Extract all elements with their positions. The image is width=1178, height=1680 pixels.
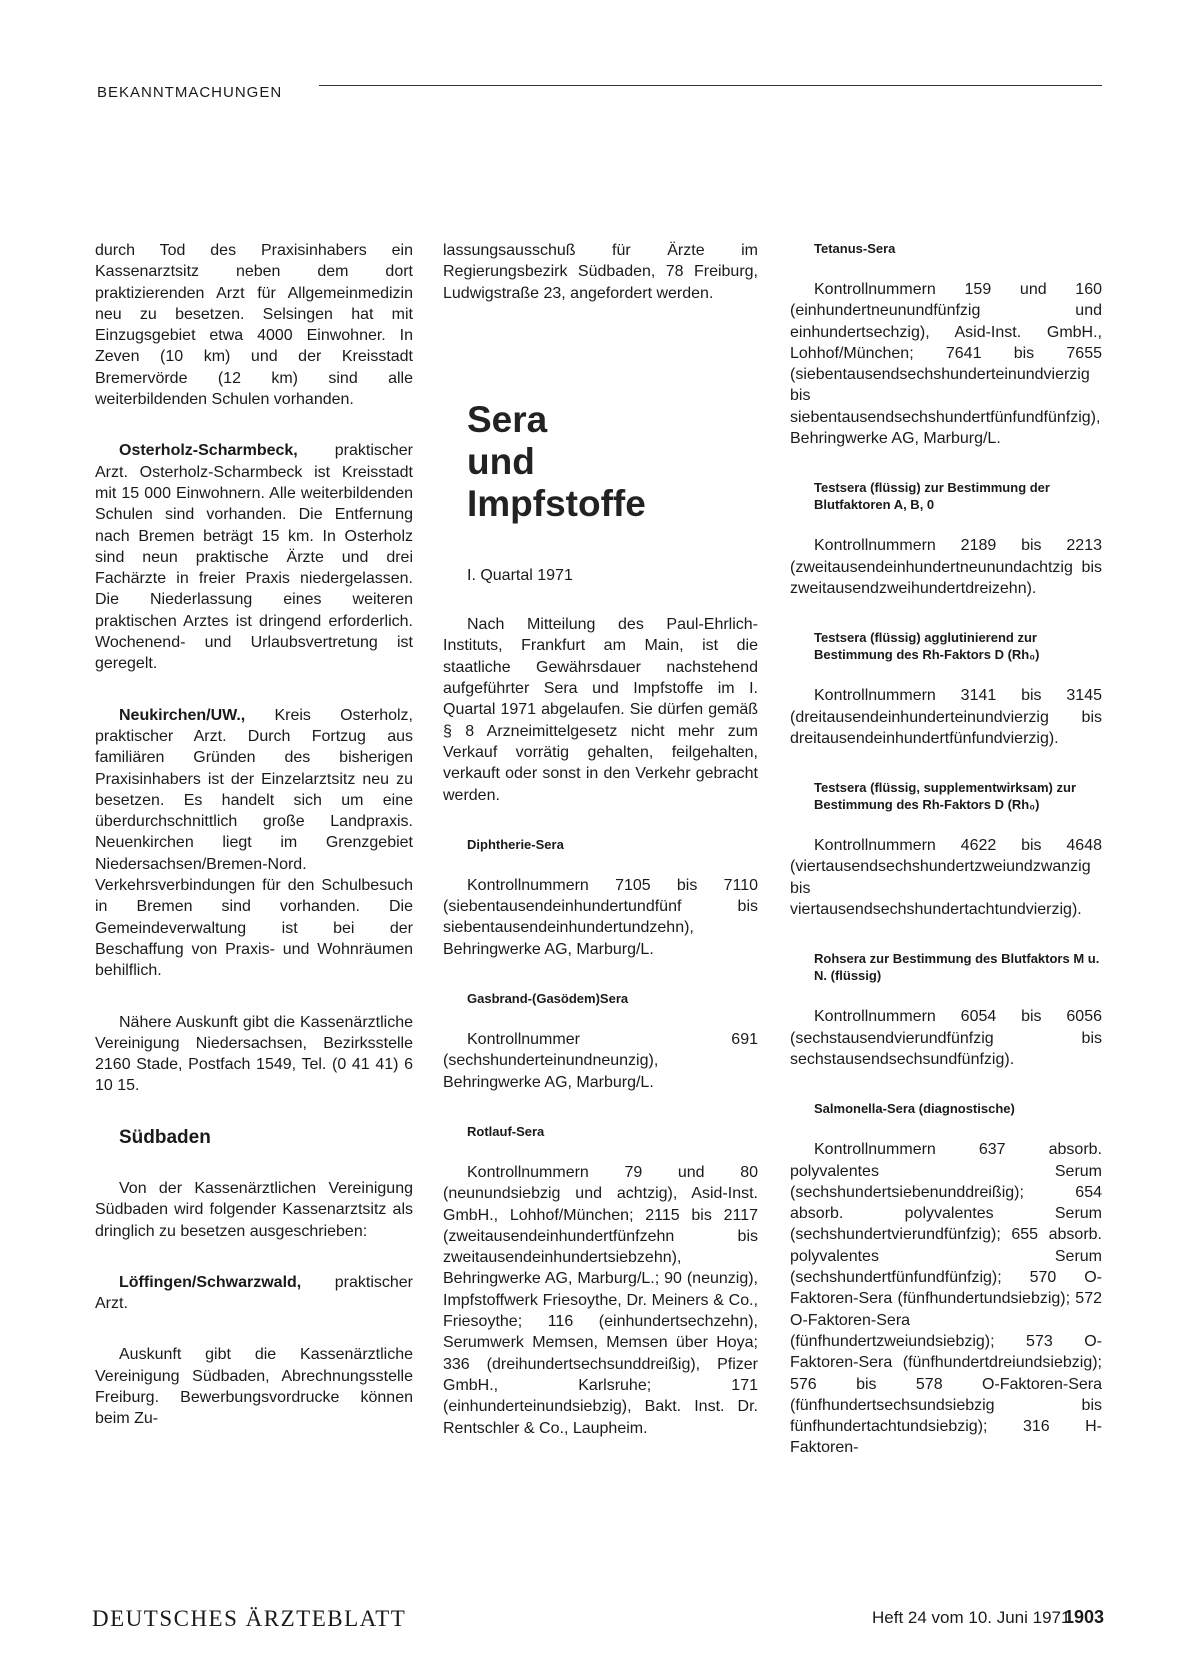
paragraph: Kontrollnummern 4622 bis 4648 (viertausendsechshundertzweiundzwanzig bis viertausendsechshundertachtundvierzig). — [790, 837, 1102, 919]
paragraph: Kontrollnummern 6054 bis 6056 (sechstausendvierundfünfzig bis sechstausendsechsundfünfzig). — [790, 1008, 1102, 1068]
title-line: Impfstoffe — [467, 482, 646, 524]
paragraph: Auskunft gibt die Kassenärztliche Vereinigung Südbaden, Abrechnungsstelle Freiburg. Bewerbungsvordrucke können beim Zu- — [95, 1346, 413, 1428]
paragraph: durch Tod des Praxisinhabers ein Kassenarztsitz neben dem dort praktizierenden Arzt für Allgemeinmedizin neu zu besetzen. Selsingen hat mit Einzugsgebiet etwa 4000 Einwohner. In Zeven (10 km) und der Kreisstadt Bremervörde (12 km) sind alle weiterbildenden Schulen vorhanden. — [95, 242, 413, 409]
paragraph: Kontrollnummern 2189 bis 2213 (zweitausendeinhundertneunundachtzig bis zweitausendzweihundertdreizehn). — [790, 537, 1102, 597]
listing-text: praktischer Arzt. — [95, 1273, 413, 1313]
listing-osterholz — [95, 440, 413, 674]
listing-text: Kreis Osterholz, praktischer Arzt. Durch Fortzug aus familiären Gründen des bisherigen Praxisinhabers ist der Einzelarztsitz neu zu besetzen. Es handelt sich um eine überdurchschnittlich große Landpraxis. Neuenkirchen liegt im Grenzgebiet Niedersachsen/Bremen-Nord. Verkehrsverbindungen für den Schulbesuch in Bremen sind vorhanden. Die Gemeindeverwaltung ist bei der Beschaffung von Praxis- und Wohnräumen behilflich. — [95, 706, 413, 980]
paragraph: Von der Kassenärztlichen Vereinigung Südbaden wird folgender Kassenarztsitz als dringlich zu besetzen ausgeschrieben: — [95, 1179, 413, 1240]
column-2 — [443, 240, 758, 1469]
issue-info: Heft 24 vom 10. Juni 1971 — [872, 1608, 1071, 1627]
listing-neukirchen — [95, 705, 413, 982]
listing-place: Löffingen/Schwarzwald, — [119, 1273, 302, 1291]
paragraph: Kontrollnummer 691 (sechshunderteinundneunzig), Behringwerke AG, Marburg/L. — [443, 1031, 758, 1091]
paragraph: lassungsausschuß für Ärzte im Regierungsbezirk Südbaden, 78 Freiburg, Ludwigstraße 23, angefordert werden. — [443, 242, 758, 302]
paragraph: Kontrollnummern 159 und 160 (einhundertneunundfünfzig und einhundertsechzig), Asid-Inst. GmbH., Lohhof/München; 7641 bis 7655 (siebentausendsechshunderteinundvierzig bis siebentausendsechshundertfünfundfünfzig), Behringwerke AG, Marburg/L. — [790, 281, 1102, 448]
title-line: und — [467, 440, 535, 482]
listing-place: Neukirchen/UW., — [119, 706, 246, 724]
subheading: Testsera (flüssig, supplementwirksam) zur Bestimmung des Rh-Faktors D (Rh₀) — [814, 780, 1076, 813]
paragraph: Kontrollnummern 7105 bis 7110 (siebentausendeinhundertundfünf bis siebentausendeinhundertundzehn), Behringwerke AG, Marburg/L. — [443, 876, 758, 958]
subheading: Diphtherie-Sera — [467, 836, 564, 852]
paragraph: Kontrollnummern 637 absorb. polyvalentes Serum (sechshundertsiebenunddreißig); 654 absorb. polyvalentes Serum (sechshundertvierundfünfzig); 655 absorb. polyvalentes Serum (sechshundertfünfundfünfzig); 570 O-Faktoren-Sera (fünfhundertundsiebzig); 572 O-Faktoren-Sera (fünfhundertzweiundsiebzig); 573 O-Faktoren-Sera (fünfhundertdreiundsiebzig); 576 bis 578 O-Faktoren-Sera (fünfhundertsechsundsiebzig bis fünfhundertachtundsiebzig); 316 H-Faktoren- — [790, 1141, 1102, 1457]
column-3 — [790, 240, 1102, 1489]
section-label: BEKANNTMACHUNGEN — [97, 84, 288, 101]
article-title — [467, 399, 758, 525]
intro-paragraph: Nach Mitteilung des Paul-Ehrlich-Instituts, Frankfurt am Main, ist die staatliche Gewährsdauer nachstehend aufgeführter Sera und Impfstoffe im I. Quartal 1971 abgelaufen. Sie dürfen gemäß § 8 Arzneimittelgesetz nicht mehr zum Verkauf vorrätig gehalten, feilgehalten, verkauft oder sonst in den Verkehr gebracht werden. — [443, 616, 758, 804]
subheading: Rotlauf-Sera — [467, 1123, 545, 1139]
listing-place: Osterholz-Scharmbeck, — [119, 442, 298, 460]
subheading: Gasbrand-(Gasödem)Sera — [467, 991, 629, 1007]
subheading: Rohsera zur Bestimmung des Blutfaktors M u. N. (flüssig) — [814, 951, 1100, 984]
section-heading: Südbaden — [119, 1126, 211, 1148]
subheading: Testsera (flüssig) zur Bestimmung der Blutfaktoren A, B, 0 — [814, 480, 1050, 513]
column-1 — [95, 240, 413, 1460]
paragraph: Kontrollnummern 3141 bis 3145 (dreitausendeinhunderteinundvierzig bis dreitausendeinhundertfünfundvierzig). — [790, 687, 1102, 747]
header-rule — [319, 85, 1102, 86]
quarter-label: I. Quartal 1971 — [467, 566, 573, 584]
subheading: Testsera (flüssig) agglutinierend zur Bestimmung des Rh-Faktors D (Rh₀) — [814, 630, 1040, 663]
title-line: Sera — [467, 398, 548, 440]
page-number: 1903 — [1063, 1607, 1104, 1627]
page-header — [97, 84, 1102, 106]
listing-loeffingen — [95, 1272, 413, 1315]
subheading: Salmonella-Sera (diagnostische) — [814, 1101, 1015, 1117]
journal-name: DEUTSCHES ÄRZTEBLATT — [92, 1606, 407, 1631]
subheading: Tetanus-Sera — [814, 241, 896, 256]
paragraph: Kontrollnummern 79 und 80 (neunundsiebzig und achtzig), Asid-Inst. GmbH., Lohhof/München; 2115 bis 2117 (zweitausendeinhundertfünfzehn bis zweitausendeinhundertsiebzehn), Behringwerke AG, Marburg/L.; 90 (neunzig), Impfstoffwerk Friesoythe, Dr. Meiners & Co., Friesoythe; 116 (einhundertsechzehn), Serumwerk Memsen, Memsen über Hoya; 336 (dreihundertsechsunddreißig), Pfizer GmbH., Karlsruhe; 171 (einhunderteinundsiebzig), Bakt. Inst. Dr. Rentschler & Co., Laupheim. — [443, 1163, 758, 1437]
listing-text: praktischer Arzt. Osterholz-Scharmbeck ist Kreisstadt mit 15 000 Einwohnern. Alle weiterbildenden Schulen sind vorhanden. Die Entfernung nach Bremen beträgt 15 km. In Osterholz sind neun praktische Ärzte und drei Fachärzte in freier Praxis niedergelassen. Die Niederlassung eines weiteren praktischen Arztes ist dringend erforderlich. Wochenend- und Urlaubsvertretung ist geregelt. — [95, 442, 413, 673]
paragraph: Nähere Auskunft gibt die Kassenärztliche Vereinigung Niedersachsen, Bezirksstelle 2160 Stade, Postfach 1549, Tel. (0 41 41) 6 10 15. — [95, 1013, 413, 1095]
page-footer — [92, 1606, 1104, 1636]
